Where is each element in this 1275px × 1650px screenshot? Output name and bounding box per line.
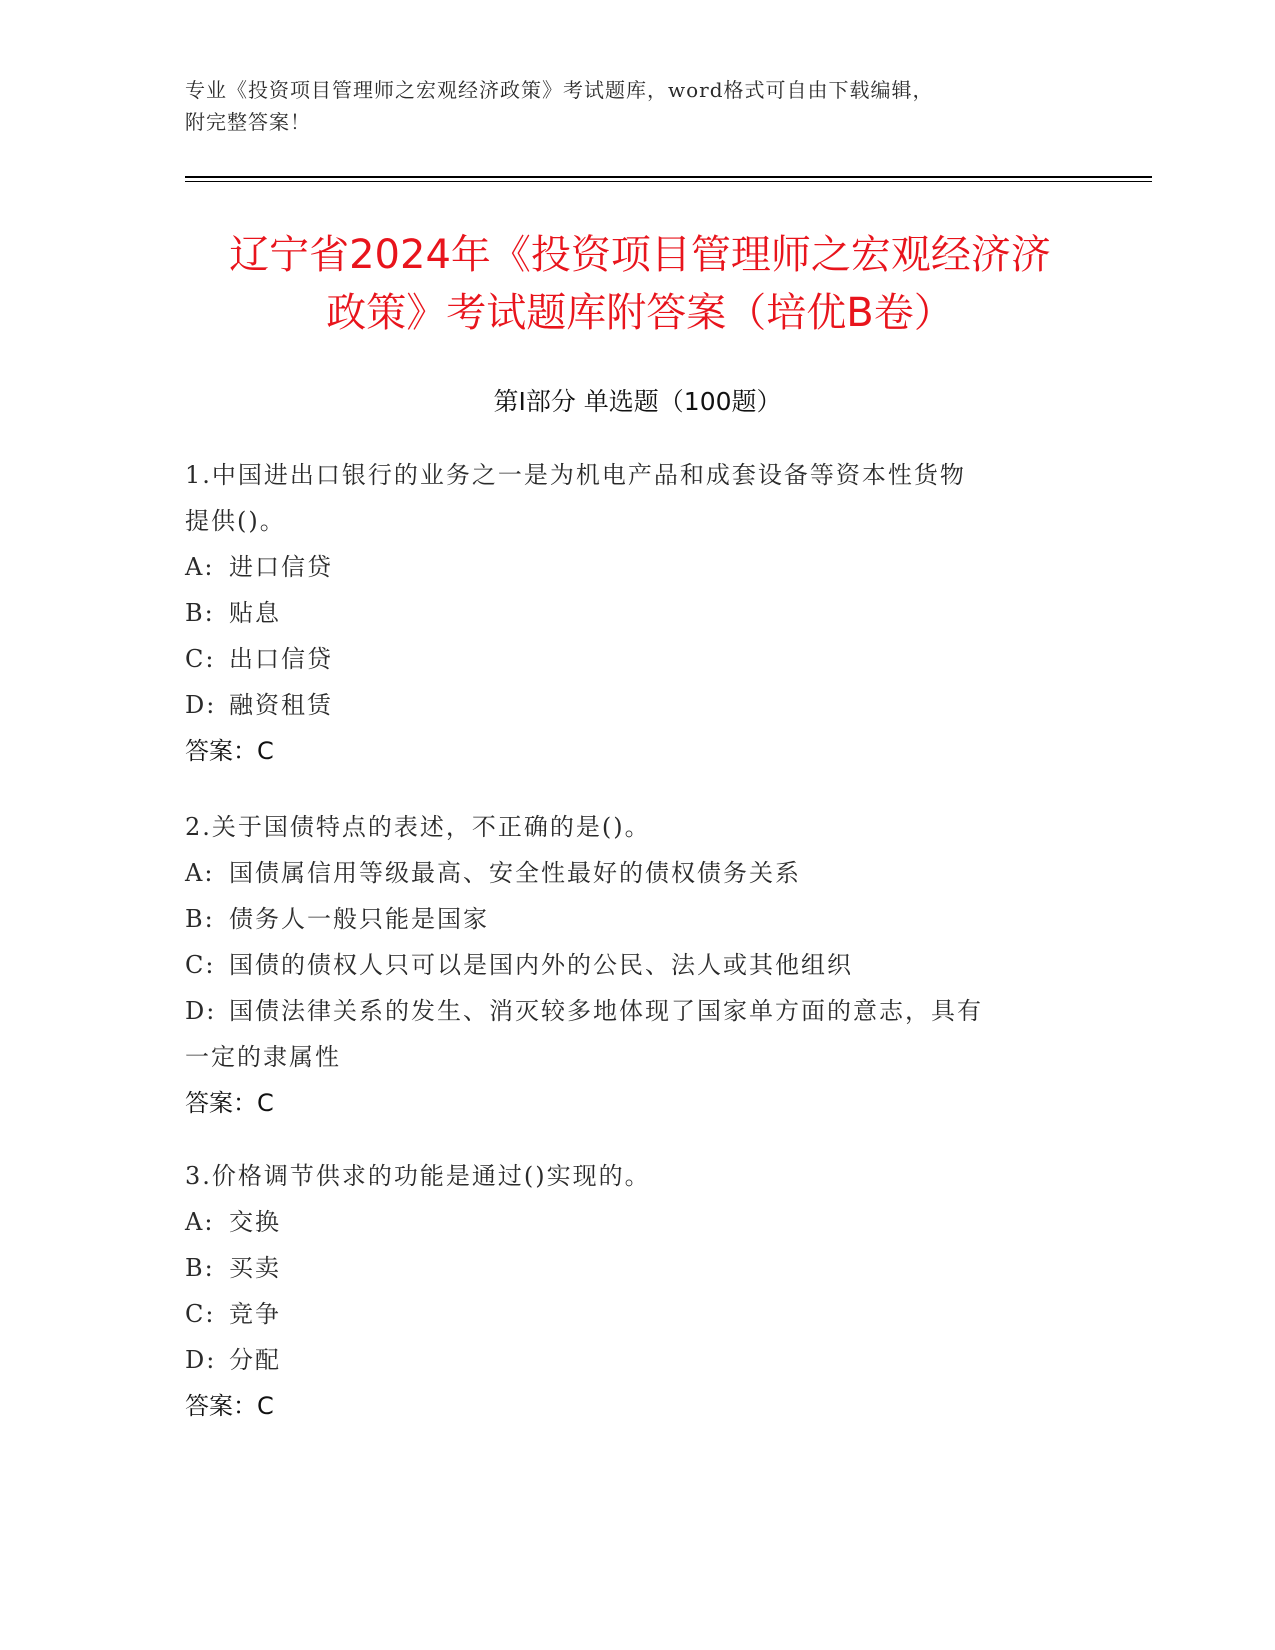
option-letter: C: (185, 1300, 216, 1328)
option-text: 国债的债权人只可以是国内外的公民、法人或其他组织 (229, 951, 853, 979)
intro-line-1: 专业《投资项目管理师之宏观经济政策》考试题库，word格式可自由下载编辑， (185, 78, 934, 102)
document-title-line-1 (180, 226, 1100, 284)
question-1-option-b (185, 590, 1065, 636)
option-text: 出口信贷 (229, 645, 333, 673)
question-2-option-c (185, 942, 1065, 988)
question-3-answer: 答案：C (185, 1392, 274, 1420)
question-1-stem-line-2: 提供()。 (185, 507, 286, 535)
document-title (180, 226, 1100, 342)
question-2-option-a (185, 850, 1065, 896)
question-1 (185, 452, 1065, 774)
option-text: 国债法律关系的发生、消灭较多地体现了国家单方面的意志，具有 (229, 997, 983, 1025)
question-3-option-b (185, 1245, 1065, 1291)
option-letter: D: (185, 997, 217, 1025)
question-1-option-d (185, 682, 1065, 728)
question-2-option-d-continuation: 一定的隶属性 (185, 1043, 341, 1071)
option-letter: B: (185, 905, 215, 933)
option-text: 分配 (229, 1346, 281, 1374)
question-3-option-c (185, 1291, 1065, 1337)
question-1-option-c (185, 636, 1065, 682)
option-letter: C: (185, 951, 216, 979)
question-2-stem-line-1: 2.关于国债特点的表述，不正确的是()。 (185, 813, 651, 841)
question-2 (185, 804, 1065, 1126)
option-text: 买卖 (229, 1254, 281, 1282)
question-2-option-b (185, 896, 1065, 942)
option-text: 进口信贷 (229, 553, 333, 581)
option-text: 交换 (229, 1208, 281, 1236)
option-text: 竞争 (229, 1300, 281, 1328)
header-rule-thin (185, 181, 1152, 182)
option-letter: B: (185, 1254, 215, 1282)
option-letter: A: (185, 553, 215, 581)
document-title-line-2: 政策》考试题库附答案（培优B卷） (326, 290, 954, 336)
option-letter: B: (185, 599, 215, 627)
option-letter: C: (185, 645, 216, 673)
question-3-option-a (185, 1199, 1065, 1245)
option-text: 国债属信用等级最高、安全性最好的债权债务关系 (229, 859, 801, 887)
option-text: 债务人一般只能是国家 (229, 905, 489, 933)
option-letter: D: (185, 691, 217, 719)
question-3-stem-line-1: 3.价格调节供求的功能是通过()实现的。 (185, 1162, 651, 1190)
document-title-line-1-text: 辽宁省2024年《投资项目管理师之宏观经济 (229, 232, 1011, 278)
question-1-stem-line-1: 1.中国进出口银行的业务之一是为机电产品和成套设备等资本性货物 (185, 461, 966, 489)
intro-text (185, 74, 1065, 138)
option-text: 贴息 (229, 599, 281, 627)
option-letter: D: (185, 1346, 217, 1374)
question-1-option-a (185, 544, 1065, 590)
option-letter: A: (185, 859, 215, 887)
intro-line-2: 附完整答案！ (185, 110, 311, 134)
question-2-answer: 答案：C (185, 1089, 274, 1117)
section-heading: 第Ⅰ部分 单选题（100题） (493, 387, 782, 416)
question-3-option-d (185, 1337, 1065, 1383)
option-text: 融资租赁 (229, 691, 333, 719)
header-rule-thick (185, 176, 1152, 178)
option-letter: A: (185, 1208, 215, 1236)
document-title-line-1-tail: 济 (1010, 232, 1051, 278)
question-3 (185, 1153, 1065, 1429)
question-1-answer: 答案：C (185, 737, 274, 765)
question-2-option-d (185, 988, 1065, 1034)
